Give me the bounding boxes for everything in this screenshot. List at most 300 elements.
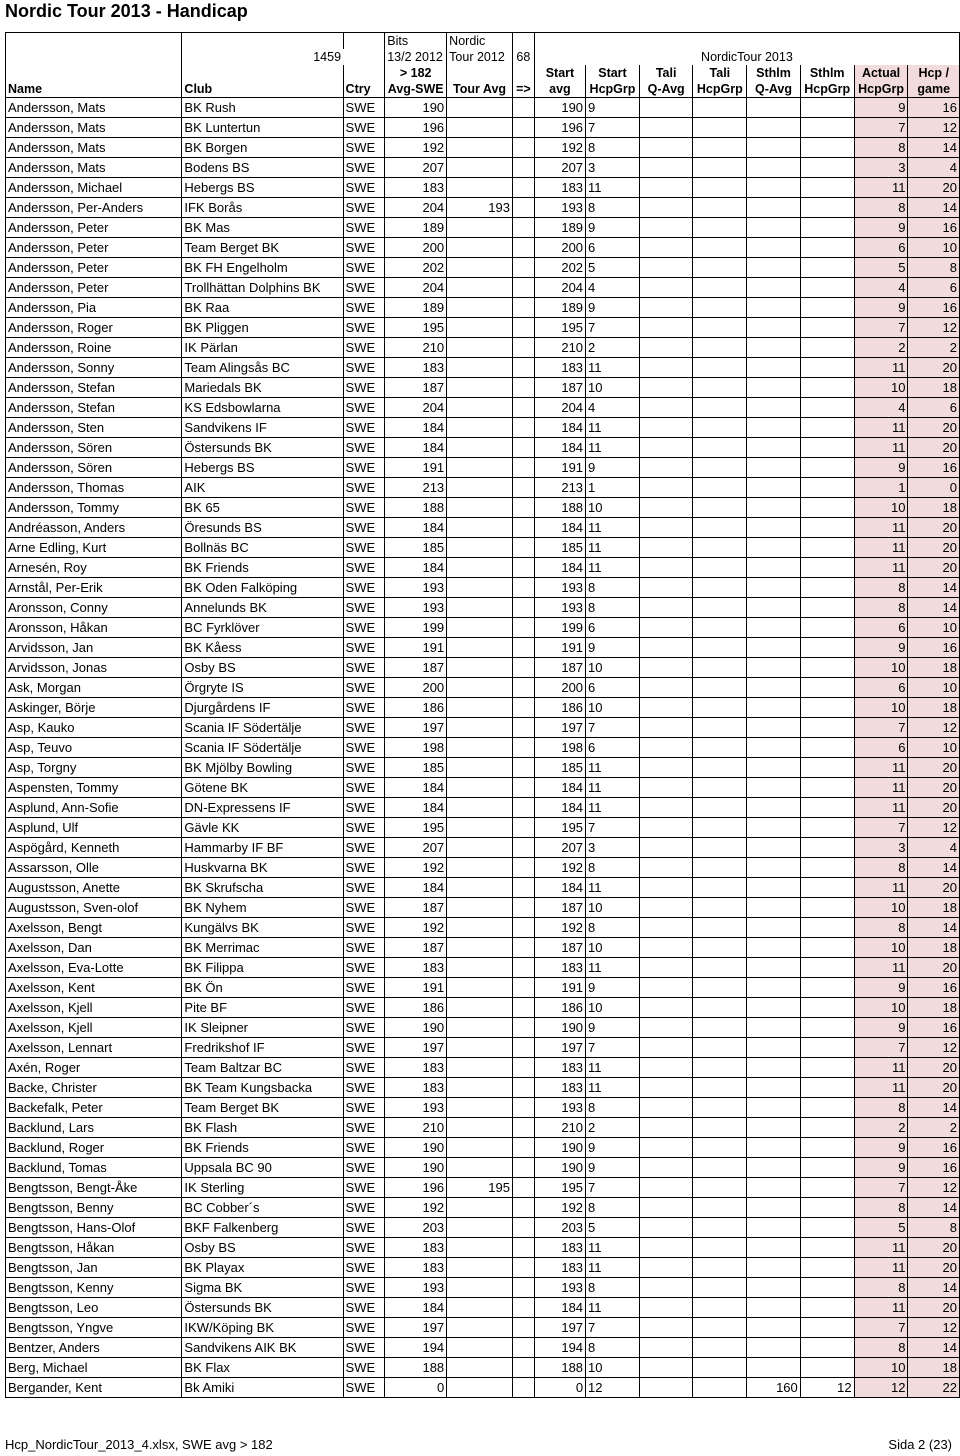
cell-tali-qavg: [639, 1138, 693, 1158]
table-row: [6, 798, 960, 818]
cell-start-avg: 191: [534, 638, 585, 658]
cell-tour-avg: [447, 258, 513, 278]
cell-name: Aronsson, Håkan: [6, 618, 182, 638]
header-hcpgrp-actual: HcpGrp: [854, 81, 908, 98]
cell-tali-hcpgrp: [693, 658, 747, 678]
cell-name: Axelsson, Kent: [6, 978, 182, 998]
cell-actual-hcpgrp: 11: [854, 1238, 908, 1258]
header-row-3: [6, 65, 960, 81]
cell-tali-hcpgrp: [693, 758, 747, 778]
cell-tali-hcpgrp: [693, 218, 747, 238]
cell-start-hcpgrp: 8: [586, 1098, 640, 1118]
cell-sthlm-qavg: [747, 378, 801, 398]
cell-ctry: SWE: [343, 838, 385, 858]
cell-actual-hcpgrp: 7: [854, 118, 908, 138]
cell-tali-hcpgrp: [693, 1278, 747, 1298]
cell-sthlm-hcpgrp: [800, 898, 854, 918]
table-row: [6, 98, 960, 118]
cell-start-hcpgrp: 7: [586, 1178, 640, 1198]
cell-sthlm-qavg: [747, 698, 801, 718]
cell-tour-avg: [447, 438, 513, 458]
cell-hcp-game: 18: [908, 998, 960, 1018]
cell-start-hcpgrp: 7: [586, 1318, 640, 1338]
cell-ctry: SWE: [343, 878, 385, 898]
cell-tour-avg: [447, 1098, 513, 1118]
cell-sthlm-qavg: [747, 358, 801, 378]
cell-tali-qavg: [639, 1198, 693, 1218]
cell-hcp-game: 20: [908, 1078, 960, 1098]
cell-club: BK Friends: [182, 1138, 343, 1158]
cell-avg-swe: 210: [385, 1118, 447, 1138]
cell-name: Asp, Torgny: [6, 758, 182, 778]
table-row: [6, 718, 960, 738]
cell-avg-swe: 213: [385, 478, 447, 498]
cell-avg-swe: 197: [385, 1038, 447, 1058]
cell-arrow: [512, 1298, 534, 1318]
cell-actual-hcpgrp: 8: [854, 858, 908, 878]
cell-name: Aspensten, Tommy: [6, 778, 182, 798]
cell-tali-qavg: [639, 298, 693, 318]
cell-sthlm-qavg: [747, 1298, 801, 1318]
cell-ctry: SWE: [343, 1078, 385, 1098]
cell-tali-hcpgrp: [693, 1198, 747, 1218]
cell-tali-qavg: [639, 578, 693, 598]
cell-ctry: SWE: [343, 858, 385, 878]
cell-ctry: SWE: [343, 518, 385, 538]
cell-ctry: SWE: [343, 738, 385, 758]
cell-ctry: SWE: [343, 1318, 385, 1338]
cell-tali-hcpgrp: [693, 1178, 747, 1198]
cell-start-hcpgrp: 10: [586, 938, 640, 958]
cell-hcp-game: 20: [908, 558, 960, 578]
cell-actual-hcpgrp: 10: [854, 658, 908, 678]
cell-tali-hcpgrp: [693, 798, 747, 818]
cell-start-hcpgrp: 8: [586, 198, 640, 218]
cell-tali-qavg: [639, 758, 693, 778]
cell-start-hcpgrp: 11: [586, 758, 640, 778]
cell-tali-qavg: [639, 538, 693, 558]
cell-club: Hebergs BS: [182, 458, 343, 478]
cell-start-hcpgrp: 6: [586, 678, 640, 698]
cell-sthlm-qavg: [747, 578, 801, 598]
cell-tali-hcpgrp: [693, 518, 747, 538]
header-hcpgrp-2: HcpGrp: [693, 81, 747, 98]
cell-ctry: SWE: [343, 238, 385, 258]
cell-arrow: [512, 1038, 534, 1058]
table-row: [6, 738, 960, 758]
cell-sthlm-hcpgrp: [800, 518, 854, 538]
cell-start-avg: 191: [534, 458, 585, 478]
cell-ctry: SWE: [343, 398, 385, 418]
cell-sthlm-hcpgrp: [800, 1018, 854, 1038]
cell-sthlm-hcpgrp: [800, 798, 854, 818]
cell-hcp-game: 20: [908, 798, 960, 818]
header-qavg-1: Q-Avg: [639, 81, 693, 98]
cell-start-hcpgrp: 4: [586, 398, 640, 418]
cell-sthlm-hcpgrp: [800, 1278, 854, 1298]
cell-name: Andersson, Peter: [6, 218, 182, 238]
cell-sthlm-hcpgrp: [800, 418, 854, 438]
cell-ctry: SWE: [343, 618, 385, 638]
cell-club: BK Skrufscha: [182, 878, 343, 898]
cell-arrow: [512, 798, 534, 818]
cell-tour-avg: [447, 1078, 513, 1098]
cell-start-avg: 185: [534, 538, 585, 558]
cell-start-hcpgrp: 11: [586, 518, 640, 538]
table-row: [6, 198, 960, 218]
cell-arrow: [512, 1238, 534, 1258]
cell-actual-hcpgrp: 11: [854, 1298, 908, 1318]
cell-hcp-game: 20: [908, 358, 960, 378]
table-row: [6, 958, 960, 978]
cell-sthlm-hcpgrp: [800, 558, 854, 578]
cell-ctry: SWE: [343, 538, 385, 558]
cell-club: BK Pliggen: [182, 318, 343, 338]
cell-sthlm-hcpgrp: [800, 818, 854, 838]
cell-sthlm-qavg: [747, 178, 801, 198]
cell-sthlm-qavg: [747, 1278, 801, 1298]
cell-start-avg: 188: [534, 1358, 585, 1378]
cell-actual-hcpgrp: 7: [854, 818, 908, 838]
cell-avg-swe: 193: [385, 1278, 447, 1298]
cell-sthlm-hcpgrp: [800, 1138, 854, 1158]
page-title: Nordic Tour 2013 - Handicap: [5, 1, 248, 21]
cell-tali-qavg: [639, 178, 693, 198]
cell-sthlm-qavg: [747, 1138, 801, 1158]
cell-sthlm-hcpgrp: [800, 258, 854, 278]
cell-avg-swe: 183: [385, 1058, 447, 1078]
cell-tali-qavg: [639, 878, 693, 898]
cell-start-hcpgrp: 6: [586, 738, 640, 758]
cell-hcp-game: 10: [908, 618, 960, 638]
cell-tour-avg: [447, 958, 513, 978]
cell-actual-hcpgrp: 6: [854, 238, 908, 258]
cell-name: Andersson, Roine: [6, 338, 182, 358]
cell-hcp-game: 20: [908, 418, 960, 438]
cell-avg-swe: 207: [385, 838, 447, 858]
cell-sthlm-hcpgrp: [800, 1218, 854, 1238]
table-row: [6, 338, 960, 358]
cell-sthlm-hcpgrp: [800, 178, 854, 198]
cell-hcp-game: 2: [908, 1118, 960, 1138]
cell-ctry: SWE: [343, 1198, 385, 1218]
cell-tour-avg: [447, 998, 513, 1018]
cell-club: Bollnäs BC: [182, 538, 343, 558]
cell-name: Andersson, Pia: [6, 298, 182, 318]
cell-start-avg: 186: [534, 698, 585, 718]
cell-avg-swe: 190: [385, 1138, 447, 1158]
cell-tour-avg: [447, 538, 513, 558]
cell-ctry: SWE: [343, 1158, 385, 1178]
cell-tour-avg: [447, 1378, 513, 1398]
cell-ctry: SWE: [343, 318, 385, 338]
cell-sthlm-qavg: [747, 1358, 801, 1378]
cell-arrow: [512, 398, 534, 418]
cell-start-hcpgrp: 11: [586, 1298, 640, 1318]
cell-start-hcpgrp: 11: [586, 358, 640, 378]
cell-ctry: SWE: [343, 1298, 385, 1318]
cell-sthlm-qavg: [747, 418, 801, 438]
table-row: [6, 778, 960, 798]
cell-tali-qavg: [639, 838, 693, 858]
table-row: [6, 1298, 960, 1318]
cell-arrow: [512, 198, 534, 218]
header-sthlm-1: Sthlm: [747, 65, 801, 81]
cell-arrow: [512, 218, 534, 238]
header-arrow: =>: [512, 81, 534, 98]
cell-sthlm-qavg: [747, 618, 801, 638]
cell-avg-swe: 184: [385, 558, 447, 578]
cell-actual-hcpgrp: 11: [854, 178, 908, 198]
table-row: [6, 898, 960, 918]
table-row: [6, 158, 960, 178]
cell-start-hcpgrp: 9: [586, 1158, 640, 1178]
cell-club: Trollhättan Dolphins BK: [182, 278, 343, 298]
cell-hcp-game: 18: [908, 898, 960, 918]
cell-hcp-game: 14: [908, 198, 960, 218]
cell-arrow: [512, 138, 534, 158]
cell-arrow: [512, 638, 534, 658]
cell-sthlm-qavg: [747, 1058, 801, 1078]
cell-name: Andersson, Thomas: [6, 478, 182, 498]
cell-avg-swe: 204: [385, 398, 447, 418]
cell-start-avg: 199: [534, 618, 585, 638]
cell-sthlm-hcpgrp: [800, 1338, 854, 1358]
header-game: game: [908, 81, 960, 98]
cell-ctry: SWE: [343, 498, 385, 518]
cell-start-hcpgrp: 1: [586, 478, 640, 498]
cell-arrow: [512, 1358, 534, 1378]
cell-sthlm-hcpgrp: [800, 998, 854, 1018]
cell-start-hcpgrp: 6: [586, 238, 640, 258]
table-row: [6, 518, 960, 538]
cell-avg-swe: 184: [385, 778, 447, 798]
cell-tali-qavg: [639, 1358, 693, 1378]
cell-tour-avg: [447, 638, 513, 658]
cell-tali-qavg: [639, 558, 693, 578]
cell-tour-avg: [447, 598, 513, 618]
cell-actual-hcpgrp: 9: [854, 218, 908, 238]
table-row: [6, 878, 960, 898]
table-row: [6, 418, 960, 438]
cell-name: Aspögård, Kenneth: [6, 838, 182, 858]
cell-name: Asplund, Ann-Sofie: [6, 798, 182, 818]
cell-name: Arvidsson, Jonas: [6, 658, 182, 678]
cell-actual-hcpgrp: 11: [854, 878, 908, 898]
cell-arrow: [512, 858, 534, 878]
table-row: [6, 1018, 960, 1038]
cell-arrow: [512, 598, 534, 618]
cell-actual-hcpgrp: 9: [854, 978, 908, 998]
cell-arrow: [512, 1338, 534, 1358]
cell-actual-hcpgrp: 9: [854, 98, 908, 118]
cell-tour-avg: [447, 1158, 513, 1178]
table-row: [6, 238, 960, 258]
cell-ctry: SWE: [343, 1138, 385, 1158]
cell-name: Axelsson, Dan: [6, 938, 182, 958]
footer-filename: Hcp_NordicTour_2013_4.xlsx, SWE avg > 182: [5, 1437, 273, 1452]
table-row: [6, 1358, 960, 1378]
cell-arrow: [512, 1118, 534, 1138]
cell-hcp-game: 16: [908, 1018, 960, 1038]
header-row-1: [6, 33, 960, 50]
cell-ctry: SWE: [343, 1278, 385, 1298]
cell-name: Andersson, Mats: [6, 138, 182, 158]
cell-start-hcpgrp: 6: [586, 618, 640, 638]
cell-hcp-game: 20: [908, 1298, 960, 1318]
cell-tali-qavg: [639, 718, 693, 738]
cell-start-hcpgrp: 8: [586, 1278, 640, 1298]
cell-sthlm-qavg: [747, 918, 801, 938]
cell-club: Scania IF Södertälje: [182, 738, 343, 758]
cell-start-avg: 194: [534, 1338, 585, 1358]
cell-start-avg: 207: [534, 158, 585, 178]
cell-arrow: [512, 1078, 534, 1098]
cell-club: BK Borgen: [182, 138, 343, 158]
cell-actual-hcpgrp: 3: [854, 158, 908, 178]
cell-tour-avg: [447, 1318, 513, 1338]
cell-sthlm-hcpgrp: [800, 1258, 854, 1278]
cell-avg-swe: 191: [385, 978, 447, 998]
cell-start-hcpgrp: 10: [586, 658, 640, 678]
cell-hcp-game: 16: [908, 978, 960, 998]
cell-sthlm-hcpgrp: [800, 758, 854, 778]
cell-tali-qavg: [639, 358, 693, 378]
cell-sthlm-qavg: [747, 638, 801, 658]
cell-name: Asp, Kauko: [6, 718, 182, 738]
cell-avg-swe: 204: [385, 278, 447, 298]
cell-avg-swe: 192: [385, 918, 447, 938]
cell-sthlm-qavg: [747, 798, 801, 818]
cell-club: Team Baltzar BC: [182, 1058, 343, 1078]
cell-club: BK FH Engelholm: [182, 258, 343, 278]
cell-sthlm-qavg: [747, 258, 801, 278]
header-club: Club: [182, 81, 343, 98]
cell-start-avg: 184: [534, 878, 585, 898]
cell-tali-hcpgrp: [693, 258, 747, 278]
cell-sthlm-hcpgrp: [800, 238, 854, 258]
cell-actual-hcpgrp: 11: [854, 778, 908, 798]
cell-start-avg: 0: [534, 1378, 585, 1398]
cell-start-avg: 184: [534, 1298, 585, 1318]
cell-start-avg: 195: [534, 318, 585, 338]
cell-start-hcpgrp: 9: [586, 298, 640, 318]
cell-sthlm-qavg: [747, 998, 801, 1018]
cell-tour-avg: [447, 418, 513, 438]
cell-club: KS Edsbowlarna: [182, 398, 343, 418]
cell-club: Uppsala BC 90: [182, 1158, 343, 1178]
cell-name: Andersson, Stefan: [6, 378, 182, 398]
cell-tali-hcpgrp: [693, 118, 747, 138]
cell-tour-avg: [447, 618, 513, 638]
cell-ctry: SWE: [343, 1338, 385, 1358]
cell-ctry: SWE: [343, 438, 385, 458]
cell-tali-hcpgrp: [693, 818, 747, 838]
cell-sthlm-qavg: [747, 238, 801, 258]
cell-start-avg: 200: [534, 238, 585, 258]
cell-name: Andersson, Stefan: [6, 398, 182, 418]
cell-start-hcpgrp: 8: [586, 1338, 640, 1358]
cell-actual-hcpgrp: 2: [854, 338, 908, 358]
cell-start-hcpgrp: 8: [586, 1198, 640, 1218]
table-row: [6, 618, 960, 638]
cell-start-hcpgrp: 8: [586, 578, 640, 598]
cell-start-avg: 207: [534, 838, 585, 858]
cell-name: Andersson, Sonny: [6, 358, 182, 378]
cell-name: Bengtsson, Håkan: [6, 1238, 182, 1258]
cell-actual-hcpgrp: 4: [854, 398, 908, 418]
cell-start-hcpgrp: 4: [586, 278, 640, 298]
cell-avg-swe: 183: [385, 1238, 447, 1258]
cell-tali-qavg: [639, 98, 693, 118]
cell-hcp-game: 20: [908, 438, 960, 458]
cell-hcp-game: 20: [908, 538, 960, 558]
cell-tali-qavg: [639, 998, 693, 1018]
cell-hcp-game: 20: [908, 518, 960, 538]
cell-tali-qavg: [639, 1338, 693, 1358]
cell-start-avg: 197: [534, 718, 585, 738]
cell-start-hcpgrp: 11: [586, 1078, 640, 1098]
cell-arrow: [512, 338, 534, 358]
cell-start-avg: 190: [534, 1138, 585, 1158]
cell-arrow: [512, 1178, 534, 1198]
cell-tour-avg: 193: [447, 198, 513, 218]
cell-hcp-game: 16: [908, 638, 960, 658]
cell-arrow: [512, 118, 534, 138]
cell-start-hcpgrp: 9: [586, 458, 640, 478]
cell-name: Backlund, Roger: [6, 1138, 182, 1158]
cell-start-hcpgrp: 11: [586, 1058, 640, 1078]
cell-sthlm-qavg: [747, 118, 801, 138]
cell-actual-hcpgrp: 9: [854, 638, 908, 658]
cell-name: Askinger, Börje: [6, 698, 182, 718]
cell-name: Ask, Morgan: [6, 678, 182, 698]
cell-start-hcpgrp: 8: [586, 598, 640, 618]
cell-tali-hcpgrp: [693, 1378, 747, 1398]
table-row: [6, 698, 960, 718]
cell-name: Augustsson, Sven-olof: [6, 898, 182, 918]
cell-arrow: [512, 558, 534, 578]
cell-tali-qavg: [639, 738, 693, 758]
cell-start-hcpgrp: 7: [586, 718, 640, 738]
cell-club: IFK Borås: [182, 198, 343, 218]
cell-name: Arnesén, Roy: [6, 558, 182, 578]
table-row: [6, 438, 960, 458]
cell-name: Backefalk, Peter: [6, 1098, 182, 1118]
cell-tali-hcpgrp: [693, 498, 747, 518]
cell-actual-hcpgrp: 8: [854, 918, 908, 938]
cell-hcp-game: 20: [908, 1238, 960, 1258]
cell-name: Bengtsson, Benny: [6, 1198, 182, 1218]
cell-tali-qavg: [639, 698, 693, 718]
cell-start-avg: 192: [534, 858, 585, 878]
cell-tour-avg: [447, 1298, 513, 1318]
cell-tali-hcpgrp: [693, 438, 747, 458]
cell-tali-hcpgrp: [693, 1258, 747, 1278]
cell-tour-avg: [447, 858, 513, 878]
cell-name: Aronsson, Conny: [6, 598, 182, 618]
cell-tour-avg: [447, 1358, 513, 1378]
cell-sthlm-qavg: [747, 858, 801, 878]
table-row: [6, 1158, 960, 1178]
cell-club: BK Oden Falköping: [182, 578, 343, 598]
cell-club: BK Team Kungsbacka: [182, 1078, 343, 1098]
cell-ctry: SWE: [343, 358, 385, 378]
cell-club: Kungälvs BK: [182, 918, 343, 938]
cell-ctry: SWE: [343, 998, 385, 1018]
cell-start-avg: 190: [534, 1018, 585, 1038]
cell-tali-hcpgrp: [693, 878, 747, 898]
